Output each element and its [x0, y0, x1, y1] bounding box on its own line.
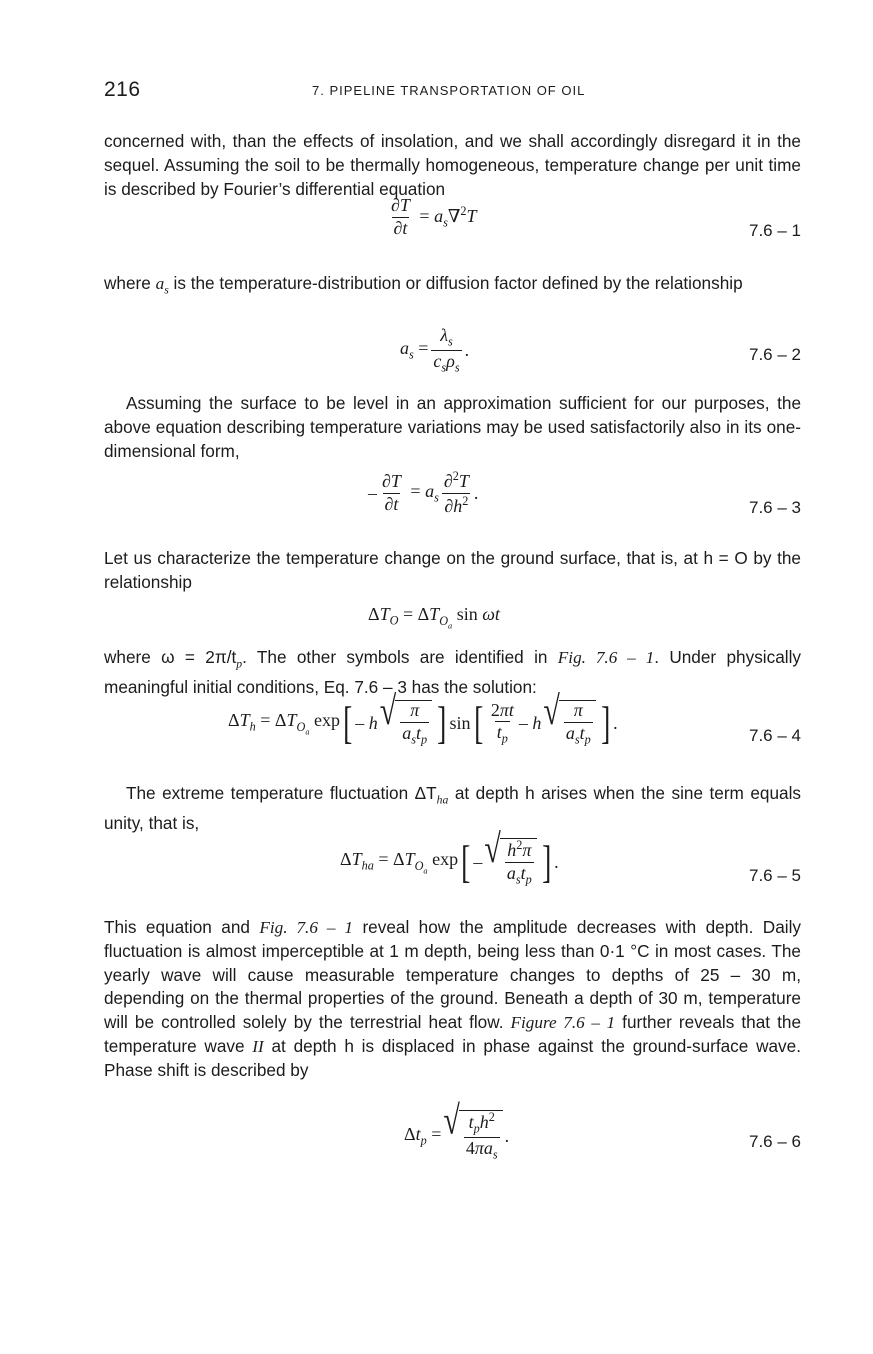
equation-number: 7.6 – 2 [749, 345, 801, 364]
equation-body: $a_s$ = $\frac{\lambda_s}{c_s\rho_s}$ . [400, 325, 470, 375]
paragraph-2: where $a_s$ is the temperature-distribution or diffusion factor defined by the relationship [104, 273, 743, 297]
equation-number: 7.6 – 6 [749, 1132, 801, 1151]
paragraph-4: Let us characterize the temperature change on the ground surface, that is, at h = O by the relationship [104, 548, 801, 592]
paragraph-3: Assuming the surface to be level in an approximation sufficient for our purposes, the above equation describing temperature variations may be used satisfactorily also in its one-dimensional form, [104, 393, 801, 461]
equation-body: $\Delta t_p$ = √ $\frac{t_ph^2}{4\pi a_s}$ . [404, 1098, 510, 1162]
running-title: 7. PIPELINE TRANSPORTATION OF OIL [312, 83, 586, 98]
paragraph-5: where $\omega = 2\pi/t_p$. The other symbols are identified in Fig. 7.6 – 1. Under physically meaningful initial conditions, Eq. 7.6 – 3 has the solution: [104, 647, 801, 698]
figure-reference: Fig. 7.6 – 1 [259, 918, 354, 937]
equation-surface-temperature [104, 604, 801, 634]
figure-reference: Fig. 7.6 – 1 [557, 648, 655, 667]
page-header [104, 78, 804, 106]
equation-body: $\Delta T_{ha} = \Delta T_{O_a}$ exp [ – √ $\frac{h^2\pi}{a_st_p}$ ] . [340, 826, 559, 888]
equation-body: $\frac{\partial T}{\partial t}$ = $a_s\nabla^2T$ [391, 195, 477, 238]
paragraph-7: This equation and Fig. 7.6 – 1 reveal how the amplitude decreases with depth. Daily fluctuation is almost imperceptible at 1 m depth, being less than 0·1 °C in most cases. The yearly wave will cause measurable temperature changes to depths of 25 – 30 m, depending on the thermal properties of the ground. Beneath a depth of 30 m, temperature will be controlled solely by the terrestrial heat flow. Figure 7.6 – 1 further reveals that the temperature wave II at depth h is displaced in phase against the ground-surface wave. Phase shift is described by [104, 917, 802, 1080]
paragraph-1: concerned with, than the effects of insolation, and we shall accordingly disregard it in the sequel. Assuming the soil to be thermally homogeneous, temperature change per unit time is described by Fourier’s differential equation [104, 131, 801, 199]
equation-number: 7.6 – 3 [749, 498, 801, 517]
equation-number: 7.6 – 4 [749, 726, 801, 745]
paragraph-6: The extreme temperature fluctuation $\Delta T_{ha}$ at depth h arises when the sine term equals unity, that is, [104, 783, 801, 834]
equation-7-6-3 [104, 470, 801, 536]
equation-7-6-4 [104, 689, 801, 770]
equation-7-6-2 [104, 326, 801, 388]
equation-7-6-1 [104, 196, 801, 256]
equation-body: – $\frac{\partial T}{\partial t}$ = $a_s$ $\frac{\partial^2T}{\partial h^2}$ . [368, 469, 479, 516]
equation-7-6-6 [104, 1098, 801, 1180]
equation-number: 7.6 – 1 [749, 221, 801, 240]
equation-number: 7.6 – 5 [749, 866, 801, 885]
page-number: 216 [104, 78, 141, 101]
equation-7-6-5 [104, 826, 801, 910]
equation-body: $\Delta T_O = \Delta T_{O_a}$ sin ωt [368, 604, 500, 631]
equation-body: $\Delta T_h = \Delta T_{O_a}$ exp [ – h √ $\frac{\pi}{a_st_p}$ ] sin [ $\frac{2\pi t}{t_p}$ – h √ $\frac{\pi}{a_st_p}$ ] . [228, 689, 618, 749]
figure-reference: Figure 7.6 – 1 [510, 1013, 616, 1033]
